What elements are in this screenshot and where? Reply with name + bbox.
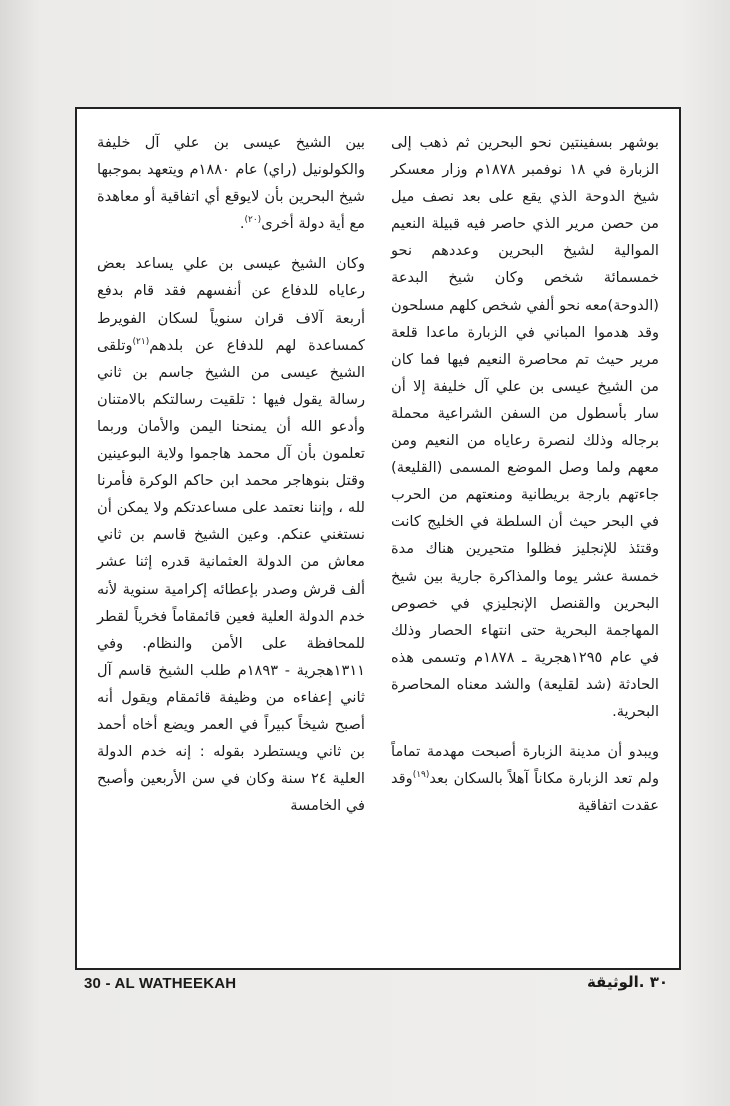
footnote-ref-21: (٢١) <box>132 336 150 347</box>
footnote-ref-20: (٢٠) <box>244 215 262 226</box>
footnote-ref-19: (١٩) <box>412 770 430 781</box>
article-frame <box>75 107 681 970</box>
right-text-column <box>391 129 659 819</box>
footer-page-label-arabic: ٣٠ .الوثيقة <box>586 973 668 991</box>
left-text-column <box>97 129 365 819</box>
left-paragraph-2: وكان الشيخ عيسى بن علي يساعد بعض رعاياه للدفاع عن أنفسهم فقد قام بدفع أربعة آلاف قران سنوياً لسكان الفويرط كمساعدة لهم للدفاع عن بلدهم$^{(٢١)}$وتلقى الشيخ عيسى من الشيخ جاسم بن ثاني رسالة يقول فيها : تلقيت رسالتكم بالامتنان وأدعو الله أن يمنحنا اليمن والأمان وربما تعلمون بأن آل محمد هاجموا ولاية البوعينين وقتل بنوهاجر محمد ابن حاكم الوكرة فأمرنا لله ، وإننا نعتمد على مساعدتكم ولا يمكن أن نستغني عنكم. وعين الشيخ قاسم بن ثاني معاش من الدولة العثمانية قدره إثنا عشر ألف قرش وصدر بإعطائه إكرامية سنوية لأنه خدم الدولة العلية فعين قائمقاماً فخرياً لقطر للمحافظة على الأمن والنظام. وفي ١٣١١هجرية - ١٨٩٣م طلب الشيخ قاسم آل ثاني إعفاءه من وظيفة قائمقام ويقول أنه أصبح شيخاً كبيراً في العمر ويضع أخاه أحمد بن ثاني ويستطرد بقوله : إنه خدم الدولة العلية ٢٤ سنة وكان في سن الأربعين وأصبح في الخامسة <box>97 255 365 815</box>
footer-page-label-english: 30 - AL WATHEEKAH <box>84 975 237 992</box>
right-paragraph-2: ويبدو أن مدينة الزبارة أصبحت مهدمة تماماً ولم تعد الزبارة مكاناً آهلاً بالسكان بعد$^{(١٩)}$وقد عقدت اتفاقية <box>391 743 659 815</box>
right-paragraph-1: بوشهر بسفينتين نحو البحرين ثم ذهب إلى الزبارة في ١٨ نوفمبر ١٨٧٨م وزار معسكر شيخ الدوحة الذي يقع على بعد نصف ميل من حصن مرير الذي حاصر فيه قبيلة النعيم الموالية لشيخ البحرين وعددهم نحو خمسمائة شخص وكان شيخ البدعة (الدوحة)معه نحو ألفي شخص كلهم مسلحون وقد هدموا المباني في الزبارة ماعدا قلعة مرير حيث تم محاصرة النعيم فيها فما كان من الشيخ عيسى بن علي آل خليفة إلا أن سار بأسطول من السفن الشراعية محملة برجاله وذلك لنصرة رعاياه من النعيم ومن معهم ولما وصل الموضع المسمى (القليعة) جاءتهم بارجة بريطانية ومنعتهم من الحرب في البحر حيث أن السلطة في الخليج كانت وقتئذ للإنجليز فظلوا متحيرين هناك مدة خمسة عشر يوما والمذاكرة جارية بين شيخ البحرين والقنصل الإنجليزي في خصوص المهاجمة البحرية حتى انتهاء الحصار وذلك في عام ١٢٩٥هجرية ـ ١٨٧٨م وتسمى هذه الحادثة (شد لقليعة) والشد معناه المحاصرة البحرية. <box>391 134 660 720</box>
left-paragraph-1: بين الشيخ عيسى بن علي آل خليفة والكولونيل (راي) عام ١٨٨٠م ويتعهد بموجبها شيخ البحرين بأن لايوقع أي اتفاقية أو معاهدة مع أية دولة أخرى$^{(٢٠)}$. <box>97 134 366 233</box>
